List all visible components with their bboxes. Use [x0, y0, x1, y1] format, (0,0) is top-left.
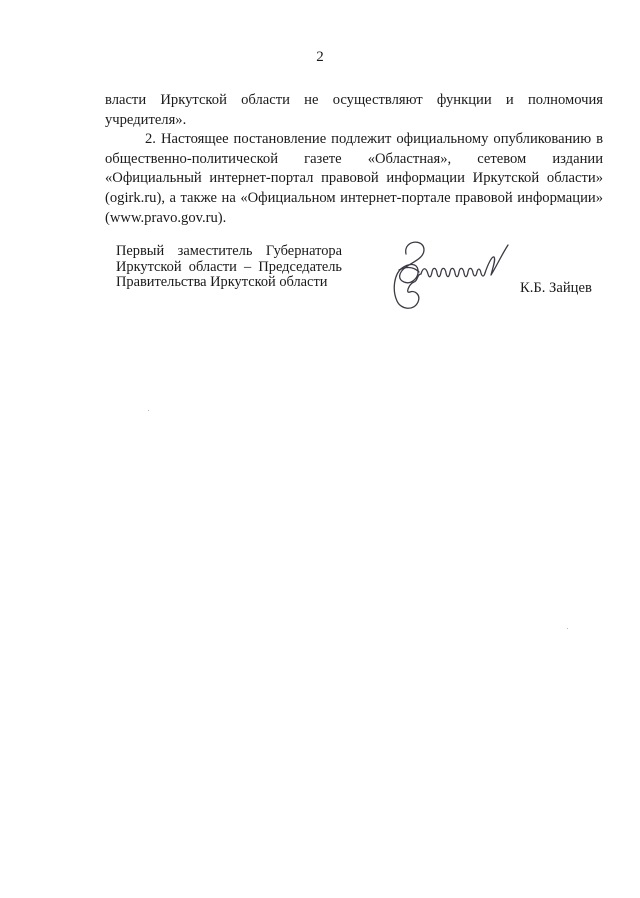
paragraph-continuation: власти Иркутской области не осуществляют функции и полномочия учредителя». — [105, 92, 603, 128]
signature-stroke-main — [394, 242, 424, 308]
document-body — [105, 91, 603, 228]
scan-speck — [148, 410, 149, 411]
signer-title-block — [116, 244, 342, 291]
handwritten-signature — [384, 234, 516, 314]
paragraph-item-2: 2. Настоящее постановление подлежит официальному опубликованию в общественно-политической газете «Областная», сетевом издании «Официальный интернет-портал правовой информации Иркутской области» (ogirk.ru), а также на «Официальном интернет-портале правовой информации» (www.pravo.gov.ru). — [105, 131, 603, 226]
signer-title-line-3: Правительства Иркутской области — [116, 274, 328, 290]
page-number: 2 — [316, 49, 324, 65]
signature-stroke-tail — [485, 245, 508, 275]
signer-title-line-1: Первый заместитель Губернатора — [116, 243, 342, 259]
signer-title-line-2: Иркутской области – Председатель — [116, 258, 342, 275]
signer-name: К.Б. Зайцев — [520, 280, 592, 296]
signature-stroke-loops — [421, 268, 485, 276]
scan-speck — [567, 628, 568, 629]
